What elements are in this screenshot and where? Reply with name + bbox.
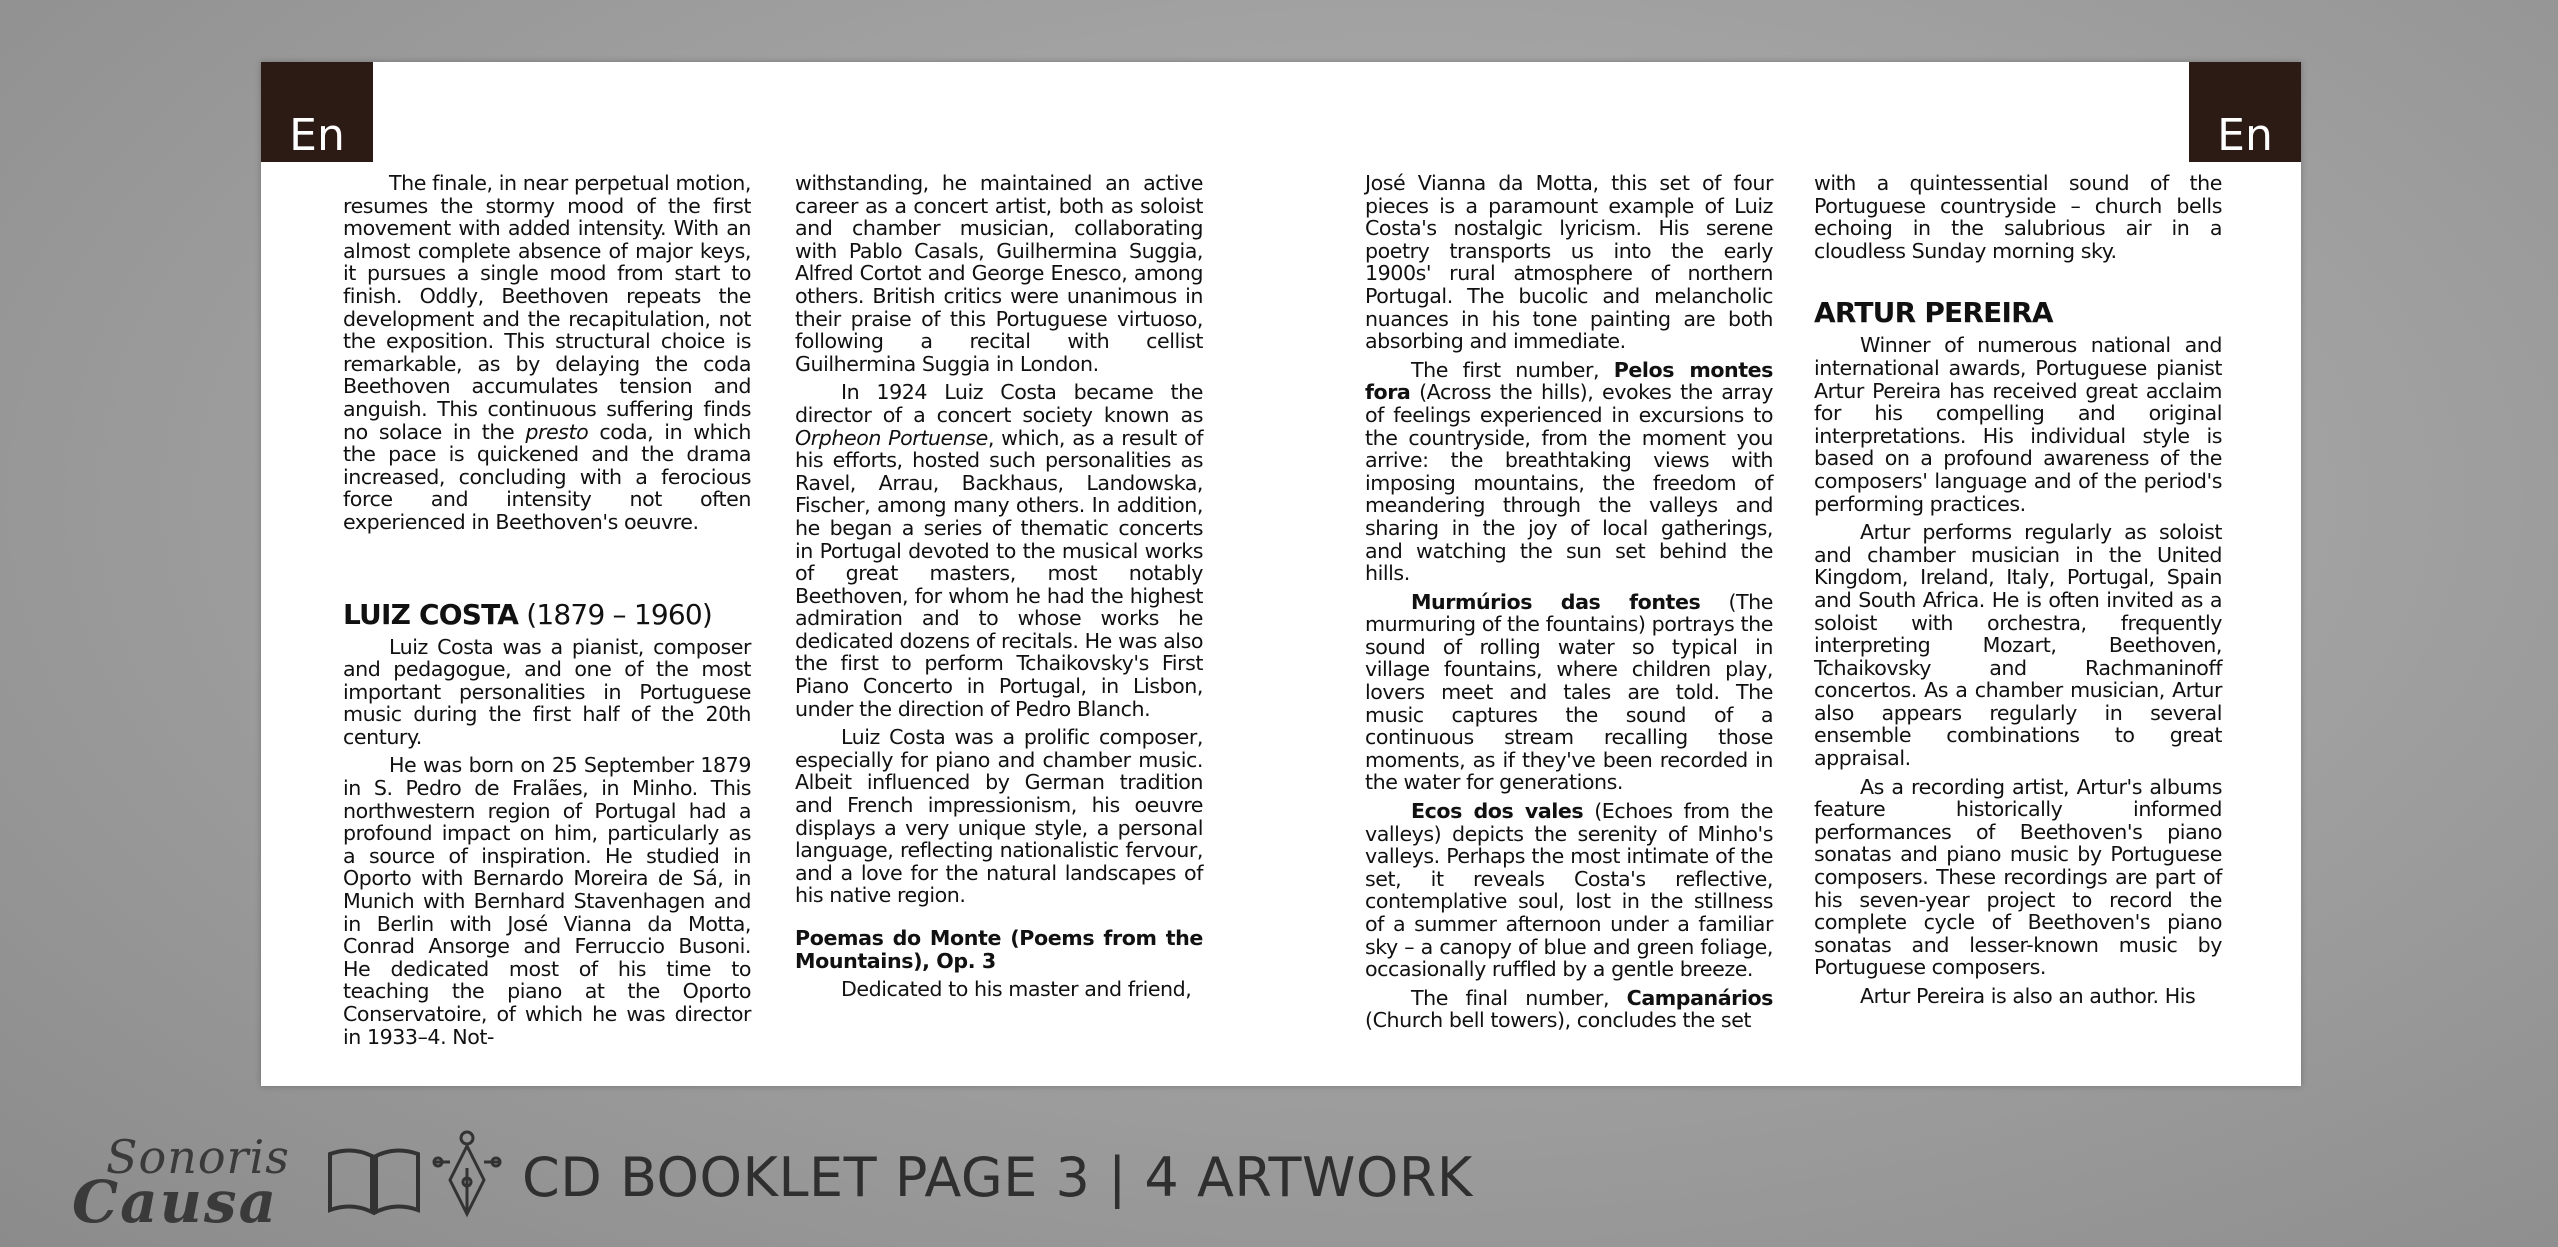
paragraph: Ecos dos vales (Echoes from the valleys) depicts the serenity of Minho's valleys. Perhaps the most intimate of the set, it reveals Costa's reflective, contemplative soul, lost in the stillness of a summer afternoon under a familiar sky – a canopy of blue and green foliage, occasionally ruffled by a gentle breeze. — [1365, 799, 1773, 982]
sonoris-causa-logo: Sonoris Causa — [72, 1130, 290, 1236]
booklet-spread — [261, 62, 2301, 1086]
paragraph: Murmúrios das fontes (The murmuring of the fountains) portrays the sound of rolling water so typical in village fountains, where children play, lovers meet and tales are told. The music captures the sound of a continuous stream recalling those moments, as if they've been recorded in the water for generations. — [1365, 589, 1773, 795]
paragraph: The finale, in near perpetual motion, resumes the stormy mood of the first movement with added intensity. With an almost complete absence of major keys, it pursues a single mood from start to finish. Oddly, Beethoven repeats the development and the recapitulation, not the exposition. This structural choice is remarkable, as by delaying the coda Beethoven accumulates tension and anguish. This continuous suffering finds no solace in the presto coda, in which the pace is quickened and the drama increased, concluding with a ferocious force and intensity not often experienced in Beethoven's oeuvre. — [343, 171, 751, 534]
footer-bar — [60, 1118, 1473, 1236]
section-heading-artur-pereira: ARTUR PEREIRA — [1814, 296, 2053, 330]
paragraph: Luiz Costa was a pianist, composer and pedagogue, and one of the most important personalities in Portuguese music during the first half of the 20th century. — [343, 634, 751, 749]
text-column-1 — [343, 172, 751, 1054]
language-tab-right: En — [2189, 62, 2301, 162]
paragraph: The final number, Campanários (Church bell towers), concludes the set — [1365, 985, 1773, 1033]
text-column-2 — [795, 172, 1203, 1007]
paragraph: Luiz Costa was a prolific composer, especially for piano and chamber music. Albeit influenced by German tradition and French impressionism, his oeuvre displays a very unique style, a personal language, reflecting nationalistic fervour, and a love for the natural landscapes of his native region. — [795, 725, 1203, 908]
paragraph: Dedicated to his master and friend, — [841, 977, 1192, 1002]
paragraph: Artur performs regularly as soloist and chamber musician in the United Kingdom, Ireland, Italy, Portugal, Spain and South Africa. He is often invited as a soloist with orchestra, frequently interpreting Mozart, Beethoven, Tchaikovsky and Rachmaninoff concertos. As a chamber musician, Artur also appears regularly in several ensemble combinations to great appraisal. — [1814, 520, 2222, 771]
paragraph: As a recording artist, Artur's albums feature historically informed performances of Beethoven's piano sonatas and piano music by Portuguese composers. These recordings are part of his seven-year project to record the complete cycle of Beethoven's piano sonatas and lesser-known music by Portuguese composers. — [1814, 774, 2222, 980]
open-book-icon — [326, 1146, 422, 1216]
paragraph: with a quintessential sound of the Portuguese countryside – church bells echoing in the salubrious air in a cloudless Sunday morning sky. — [1814, 171, 2222, 263]
paragraph: Winner of numerous national and international awards, Portuguese pianist Artur Pereira has received great acclaim for his compelling and original interpretations. His individual style is based on a profound awareness of the composers' language and of the period's performing practices. — [1814, 333, 2222, 516]
paragraph: José Vianna da Motta, this set of four pieces is a paramount example of Luiz Costa's nostalgic lyricism. His serene poetry transports us into the early 1900s' rural atmosphere of northern Portugal. The bucolic and melancholic nuances in his tone painting are both absorbing and immediate. — [1365, 171, 1773, 354]
paragraph: Artur Pereira is also an author. His — [1860, 984, 2196, 1008]
text-column-3 — [1365, 172, 1773, 1038]
section-heading-luiz-costa: LUIZ COSTA (1879 – 1960) — [343, 597, 713, 631]
language-tab-left: En — [261, 62, 373, 162]
paragraph: He was born on 25 September 1879 in S. Pedro de Fralães, in Minho. This northwestern region of Portugal had a profound impact on him, particularly as a source of inspiration. He studied in Oporto with Bernardo Moreira de Sá, in Munich with Bernhard Stavenhagen and in Berlin with José Vianna da Motta, Conrad Ansorge and Ferruccio Busoni. He dedicated most of his time to teaching the piano at the Oporto Conservatoire, of which he was director in 1933–4. Not- — [343, 753, 751, 1049]
text-column-4 — [1814, 172, 2222, 1014]
booklet-page-title: CD BOOKLET PAGE 3 | 4 ARTWORK — [522, 1146, 1473, 1209]
paragraph: In 1924 Luiz Costa became the director of a concert society known as Orpheon Portuense, which, as a result of his efforts, hosted such personalities as Ravel, Arrau, Backhaus, Landowska, Fischer, among many others. In addition, he began a series of thematic concerts in Portugal devoted to the musical works of great masters, most notably Beethoven, for whom he had the highest admiration and to whose works he dedicated dozens of recitals. He was also the first to perform Tchaikovsky's First Piano Concerto in Portugal, in Lisbon, under the direction of Pedro Blanch. — [795, 380, 1203, 721]
pen-nib-icon — [432, 1128, 502, 1218]
paragraph: withstanding, he maintained an active career as a concert artist, both as soloist and chamber musician, collaborating with Pablo Casals, Guilhermina Suggia, Alfred Cortot and George Enesco, among others. British critics were unanimous in their praise of this Portuguese virtuoso, following a recital with cellist Guilhermina Suggia in London. — [795, 171, 1203, 376]
work-subheading: Poemas do Monte (Poems from the Mountains), Op. 3 — [795, 926, 1203, 973]
paragraph: The first number, Pelos montes fora (Across the hills), evokes the array of feelings experienced in excursions to the countryside, from the moment you arrive: the breathtaking views with imposing mountains, the freedom of meandering through the valleys and sharing in the joy of local gatherings, and watching the sun set behind the hills. — [1365, 357, 1773, 586]
